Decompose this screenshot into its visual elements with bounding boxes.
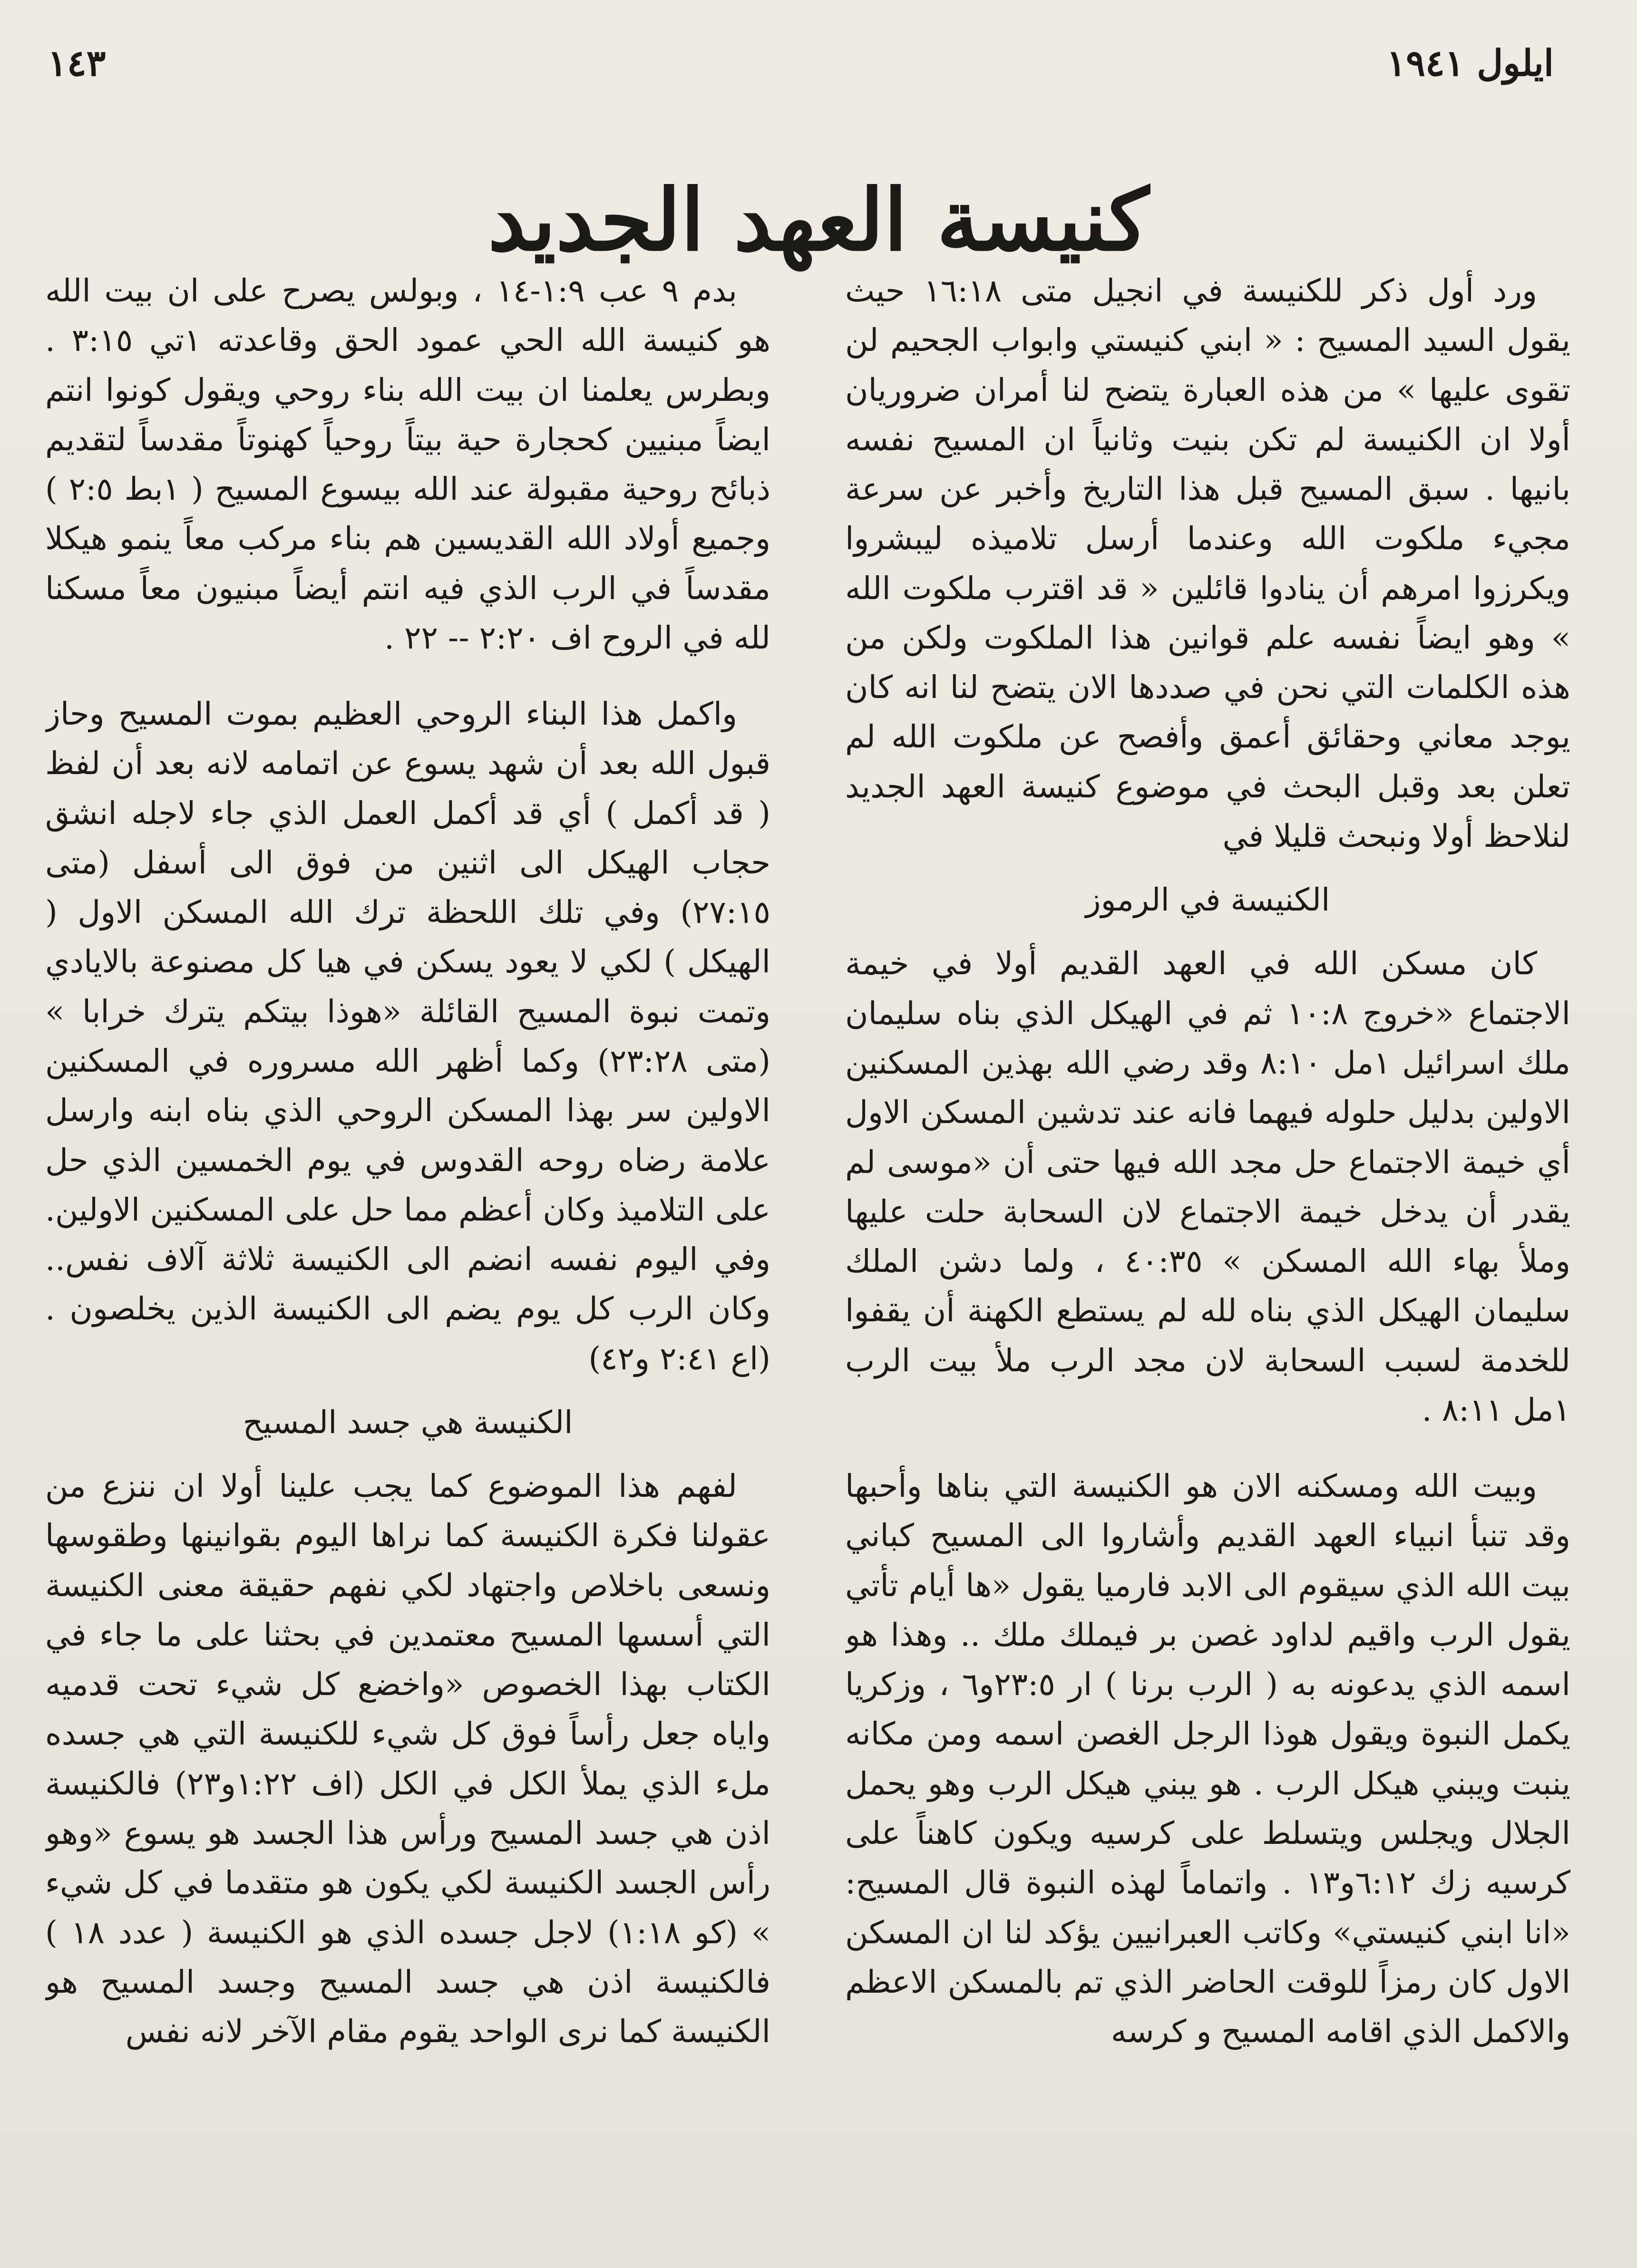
right-column	[845, 266, 1570, 2239]
right-paragraph-2: كان مسكن الله في العهد القديم أولا في خيمة الاجتماع «خروج ١٠:٨ ثم في الهيكل الذي بناه سليمان ملك اسرائيل ١مل ٨:١٠ وقد رضي الله بهذين المسكنين الاولين بدليل حلوله فيهما فانه عند تدشين المسكن الاول أي خيمة الاجتماع حل مجد الله فيها حتى أن «موسى لم يقدر أن يدخل خيمة الاجتماع لان السحابة حلت عليها وملأ بهاء الله المسكن » ٤٠:٣٥ ، ولما دشن الملك سليمان الهيكل الذي بناه لله لم يستطع الكهنة أن يقفوا للخدمة لسبب السحابة لان مجد الرب ملأ بيت الرب ١مل ٨:١١ .	[845, 945, 1570, 1428]
right-paragraph-1: ورد أول ذكر للكنيسة في انجيل متى ١٦:١٨ حيث يقول السيد المسيح : « ابني كنيستي وابواب الجحيم لن تقوى عليها » من هذه العبارة يتضح لنا أمران ضروريان أولا ان الكنيسة لم تكن بنيت وثانياً ان المسيح نفسه بانيها . سبق المسيح قبل هذا التاريخ وأخبر عن سرعة مجيء ملكوت الله وعندما أرسل تلاميذه ليبشروا ويكرزوا امرهم أن ينادوا قائلين « قد اقترب ملكوت الله » وهو ايضاً نفسه علم قوانين هذا الملكوت ولكن من هذه الكلمات التي نحن في صددها الان يتضح لنا انه كان يوجد معاني وحقائق أعمق وأفصح عن ملكوت الله لم تعلن بعد وقبل البحث في موضوع كنيسة العهد الجديد لنلاحظ أولا ونبحث قليلا في	[845, 272, 1570, 854]
page-number: ١٤٣	[48, 42, 106, 84]
header-date: ايلول ١٩٤١	[1386, 42, 1554, 84]
left-column	[45, 266, 770, 2239]
left-paragraph-3: لفهم هذا الموضوع كما يجب علينا أولا ان ننزع من عقولنا فكرة الكنيسة كما نراها اليوم بقوانينها وطقوسها ونسعى باخلاص واجتهاد لكي نفهم حقيقة معنى الكنيسة التي أسسها المسيح معتمدين في بحثنا على ما جاء في الكتاب بهذا الخصوص «واخضع كل شيء تحت قدميه واياه جعل رأساً فوق كل شيء للكنيسة التي هي جسده ملء الذي يملأ الكل في الكل (اف ١:٢٢و٢٣) فالكنيسة اذن هي جسد المسيح ورأس هذا الجسد هو يسوع «وهو رأس الجسد الكنيسة لكي يكون هو متقدما في كل شيء » (كو ١:١٨) لاجل جسده الذي هو الكنيسة ( عدد ١٨ ) فالكنيسة اذن هي جسد المسيح وجسد المسيح هو الكنيسة كما نرى الواحد يقوم مقام الآخر لانه نفس	[45, 1468, 770, 2050]
subheading-symbols: الكنيسة في الرموز	[1085, 882, 1330, 919]
right-paragraph-3: وبيت الله ومسكنه الان هو الكنيسة التي بناها وأحبها وقد تنبأ انبياء العهد القديم وأشاروا الى المسيح كباني بيت الله الذي سيقوم الى الابد فارميا يقول «ها أيام تأتي يقول الرب واقيم لداود غصن بر فيملك ملك .. وهذا هو اسمه الذي يدعونه به ( الرب برنا ) ار ٢٣:٥و٦ ، وزكريا يكمل النبوة ويقول هوذا الرجل الغصن اسمه ومن مكانه ينبت ويبني هيكل الرب . هو يبني هيكل الرب وهو يحمل الجلال ويجلس ويتسلط على كرسيه ويكون كاهناً على كرسيه زك ٦:١٢و١٣ . واتماماً لهذه النبوة قال المسيح: «انا ابني كنيستي» وكاتب العبرانيين يؤكد لنا ان المسكن الاول كان رمزاً للوقت الحاضر الذي تم بالمسكن الاعظم والاكمل الذي اقامه المسيح و كرسه	[845, 1468, 1570, 2050]
left-paragraph-1: بدم ٩ عب ١:٩-١٤ ، وبولس يصرح على ان بيت الله هو كنيسة الله الحي عمود الحق وقاعدته ١تي ٣:١٥ . وبطرس يعلمنا ان بيت الله بناء روحي ويقول كونوا انتم ايضاً مبنيين كحجارة حية بيتاً روحياً كهنوتاً مقدساً لتقديم ذبائح روحية مقبولة عند الله بيسوع المسيح ( ١بط ٢:٥ ) وجميع أولاد الله القديسين هم بناء مركب معاً ينمو هيكلا مقدساً في الرب الذي فيه انتم أيضاً مبنيون معاً مسكنا لله في الروح اف ٢:٢٠ -- ٢٢ .	[45, 272, 770, 656]
left-paragraph-2: واكمل هذا البناء الروحي العظيم بموت المسيح وحاز قبول الله بعد أن شهد يسوع عن اتمامه لانه بعد أن لفظ ( قد أكمل ) أي قد أكمل العمل الذي جاء لاجله انشق حجاب الهيكل الى اثنين من فوق الى أسفل (متى ٢٧:١٥) وفي تلك اللحظة ترك الله المسكن الاول ( الهيكل ) لكي لا يعود يسكن في هيا كل مصنوعة بالايادي وتمت نبوة المسيح القائلة «هوذا بيتكم يترك خرابا » (متى ٢٣:٢٨) وكما أظهر الله مسروره في المسكنين الاولين سر بهذا المسكن الروحي الذي بناه ابنه وارسل علامة رضاه روحه القدوس في يوم الخمسين الذي حل على التلاميذ وكان أعظم مما حل على المسكنين الاولين. وفي اليوم نفسه انضم الى الكنيسة ثلاثة آلاف نفس.. وكان الرب كل يوم يضم الى الكنيسة الذين يخلصون . (اع ٢:٤١ و٤٢)	[45, 696, 770, 1377]
article-title: كنيسة العهد الجديد	[487, 170, 1150, 270]
subheading-body-of-christ: الكنيسة هي جسد المسيح	[243, 1404, 573, 1441]
